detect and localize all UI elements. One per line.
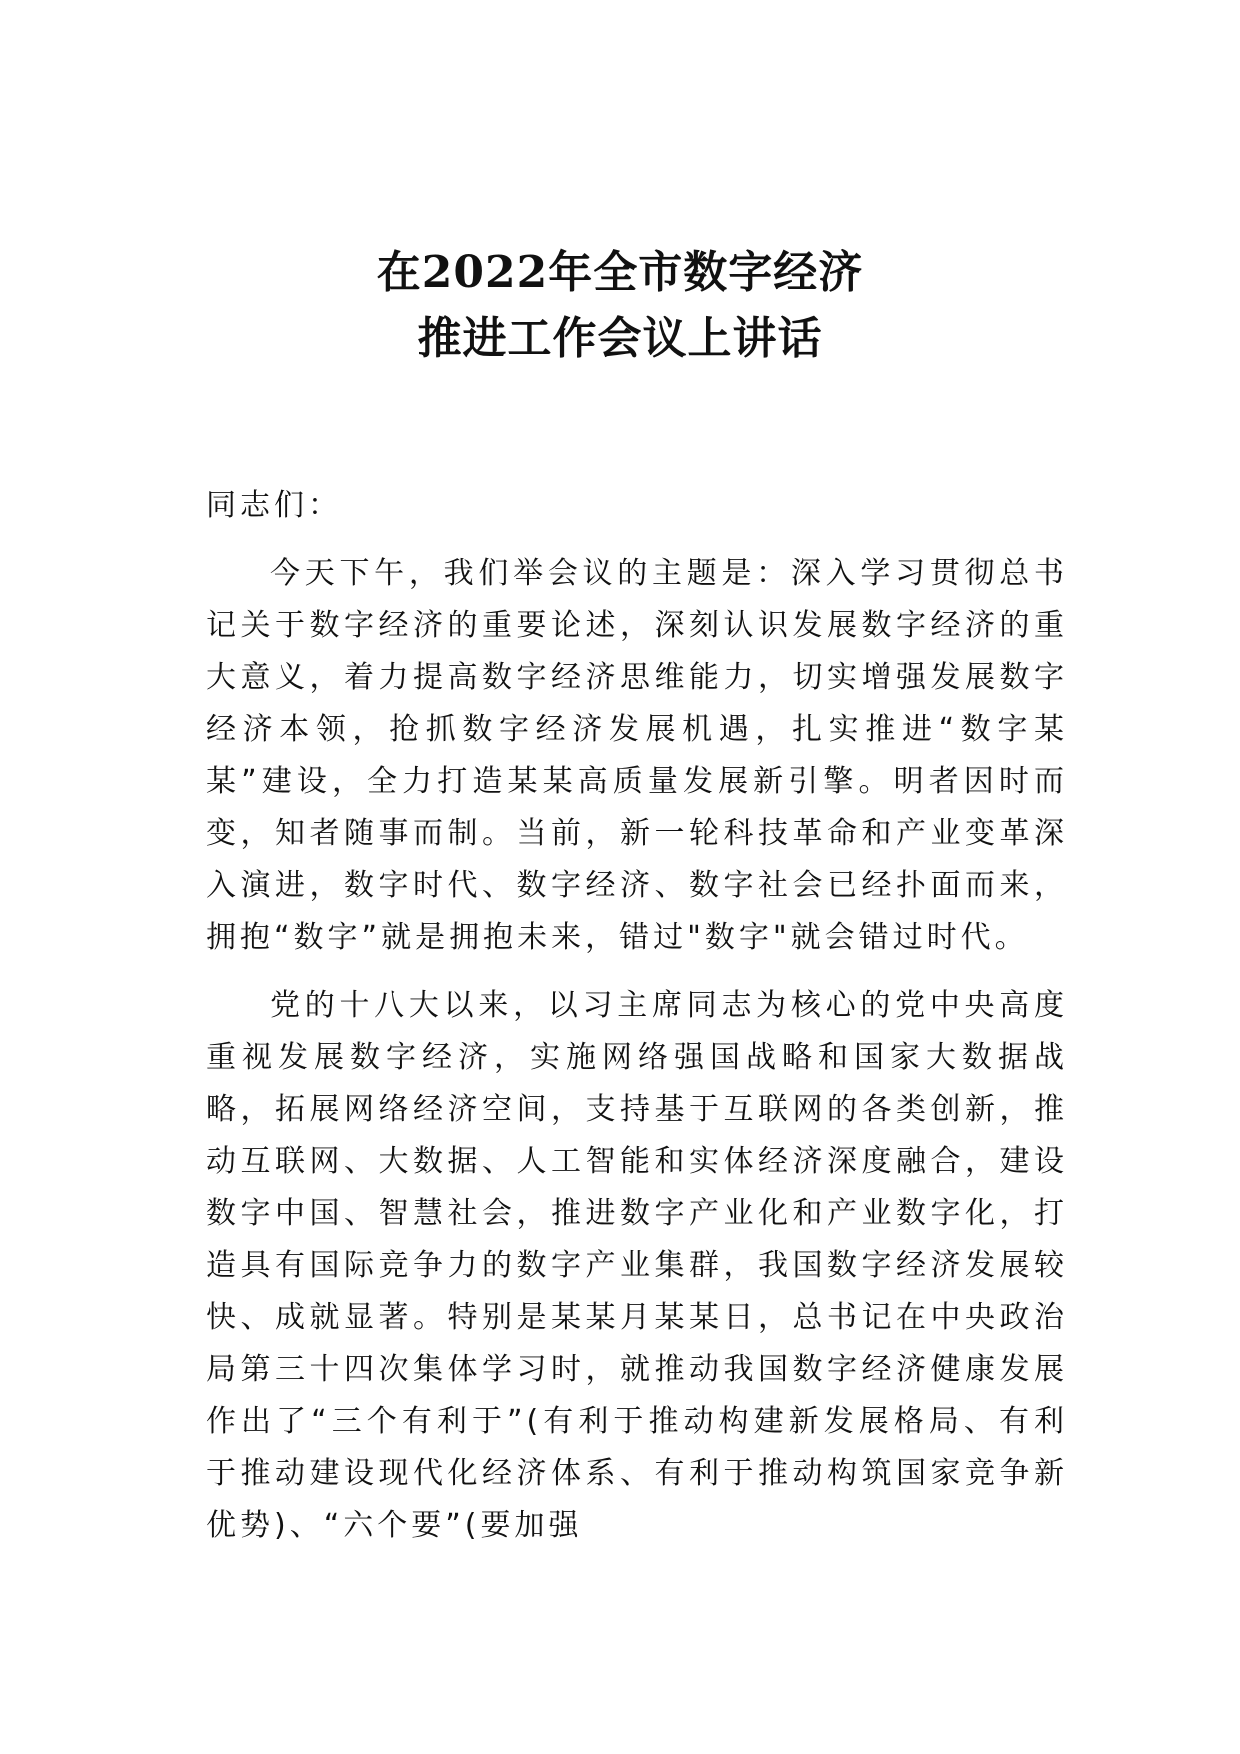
document-title (0, 240, 1240, 372)
paragraph-1: 今天下午，我们举会议的主题是：深入学习贯彻总书记关于数字经济的重要论述，深刻认识发展数字经济的重大意义，着力提高数字经济思维能力，切实增强发展数字经济本领，抢抓数字经济发展机遇，扎实推进“数字某某”建设，全力打造某某高质量发展新引擎。明者因时而变，知者随事而制。当前，新一轮科技革命和产业变革深入演进，数字时代、数字经济、数字社会已经扑面而来，拥抱“数字”就是拥抱未来，错过"数字"就会错过时代。 (206, 556, 1068, 955)
title-line-2: 推进工作会议上讲话 (417, 313, 823, 364)
title-line-1: 在2022年全市数字经济 (376, 247, 864, 298)
paragraph-2: 党的十八大以来，以习主席同志为核心的党中央高度重视发展数字经济，实施网络强国战略和国家大数据战略，拓展网络经济空间，支持基于互联网的各类创新，推动互联网、大数据、人工智能和实体经济深度融合，建设数字中国、智慧社会，推进数字产业化和产业数字化，打造具有国际竞争力的数字产业集群，我国数字经济发展较快、成就显著。特别是某某月某某日，总书记在中央政治局第三十四次集体学习时，就推动我国数字经济健康发展作出了“三个有利于”(有利于推动构建新发展格局、有利于推动建设现代化经济体系、有利于推动构筑国家竞争新优势)、“六个要”(要加强 (206, 988, 1068, 1543)
document-body (206, 480, 1068, 1568)
salutation: 同志们： (206, 488, 342, 523)
